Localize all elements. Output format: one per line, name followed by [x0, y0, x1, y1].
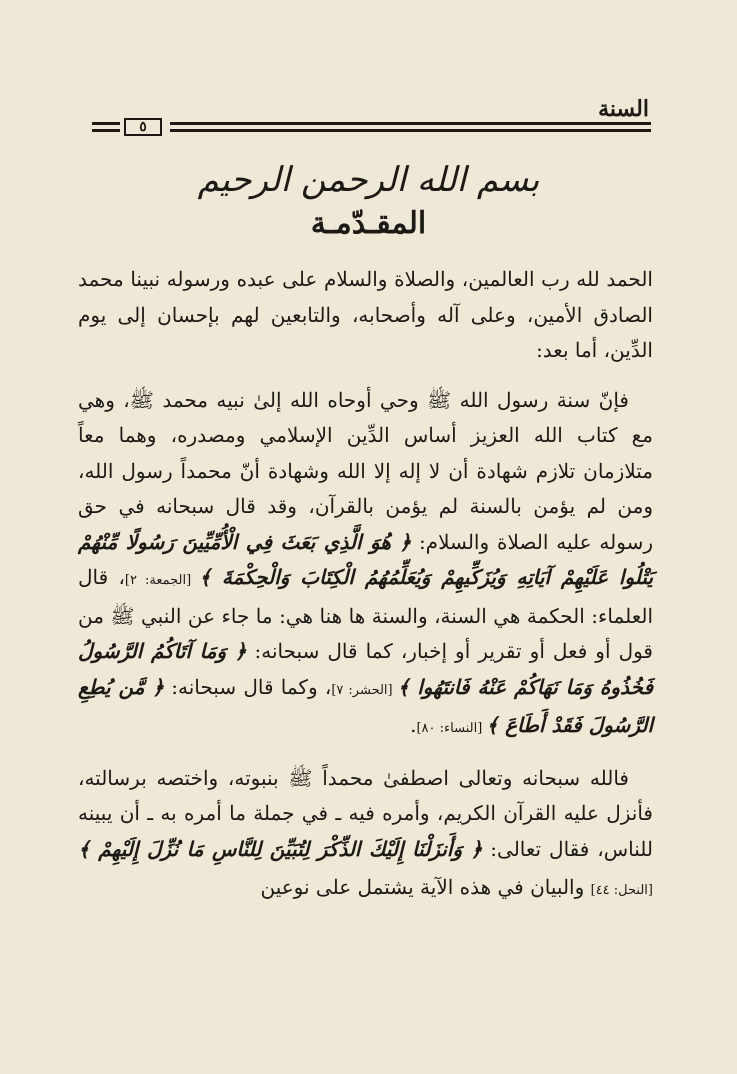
rule-stub-top [92, 122, 120, 125]
paragraph [78, 383, 653, 747]
paragraph-text: فإنّ سنة رسول الله ﷺ وحي أوحاه الله إلىٰ نبيه محمد ﷺ، وهي مع كتاب الله العزيز أساس الدِّين الإسلامي ومصدره، وهما معاً متلازمان تلازم شهادة أن لا إله إلا الله وشهادة أنّ محمداً رسول الله، ومن لم يؤمن بالسنة لم يؤمن بالقرآن، وقد قال سبحانه في حق رسوله عليه الصلاة والسلام: [78, 387, 653, 554]
paragraph [78, 262, 653, 369]
header-rule [92, 118, 651, 136]
rule-stub-bottom [92, 129, 120, 132]
paragraph [78, 761, 653, 909]
verse-reference: [الجمعة: ٢] [124, 573, 200, 588]
paragraph-text: . [410, 713, 417, 737]
rule-line-bottom [170, 129, 651, 132]
verse-reference: [النحل: ٤٤] [590, 883, 653, 898]
section-title: المقـدّمـة [310, 206, 427, 241]
verse-reference: [الحشر: ٧] [331, 682, 398, 698]
paragraph-text: ، قال العلماء: الحكمة هي السنة، والسنة ها هنا هي: ما جاء عن النبي ﷺ من قول أو فعل أو تقرير أو إخبار، كما قال سبحانه: [78, 565, 654, 663]
quran-verse: ﴿ هُوَ الَّذِي بَعَثَ فِي الْأُمِّيِّينَ رَسُولًا مِّنْهُمْ يَتْلُوا عَلَيْهِمْ آيَاتِهِ وَيُزَكِّيهِمْ وَيُعَلِّمُهُمُ الْكِتَابَ وَالْحِكْمَةَ ﴾ [78, 529, 654, 589]
paragraph-text: الحمد لله رب العالمين، والصلاة والسلام على عبده ورسوله نبينا محمد الصادق الأمين، وعلى آله وأصحابه، والتابعين لهم بإحسان إلى يوم الدِّين، أما بعد: [78, 267, 653, 362]
basmala: بسم الله الرحمن الرحيم [197, 160, 540, 200]
running-title: السنة [598, 96, 649, 122]
quran-verse: ﴿ وَمَا آتَاكُمُ الرَّسُولُ فَخُذُوهُ وَمَا نَهَاكُمْ عَنْهُ فَانتَهُوا ﴾ [78, 639, 653, 699]
page-number: ٥ [124, 118, 162, 136]
paragraph-text: والبيان في هذه الآية يشتمل على نوعين [260, 875, 591, 899]
paragraph-text: ، وكما قال سبحانه: [164, 674, 332, 699]
quran-verse: ﴿ وَأَنزَلْنَا إِلَيْكَ الذِّكْرَ لِتُبَيِّنَ لِلنَّاسِ مَا نُزِّلَ إِلَيْهِمْ ﴾ [78, 836, 483, 861]
rule-line-top [170, 122, 651, 125]
body-text [78, 262, 653, 923]
paragraph-text: فالله سبحانه وتعالى اصطفىٰ محمداً ﷺ بنبوته، واختصه برسالته، فأنزل عليه القرآن الكريم، وأمره فيه ـ في جملة ما أمره به ـ أن يبينه للناس، فقال تعالى: [78, 765, 653, 861]
verse-reference: [النساء: ٨٠] [416, 721, 487, 736]
quran-verse: ﴿ مَّن يُطِعِ الرَّسُولَ فَقَدْ أَطَاعَ ﴾ [78, 674, 653, 737]
